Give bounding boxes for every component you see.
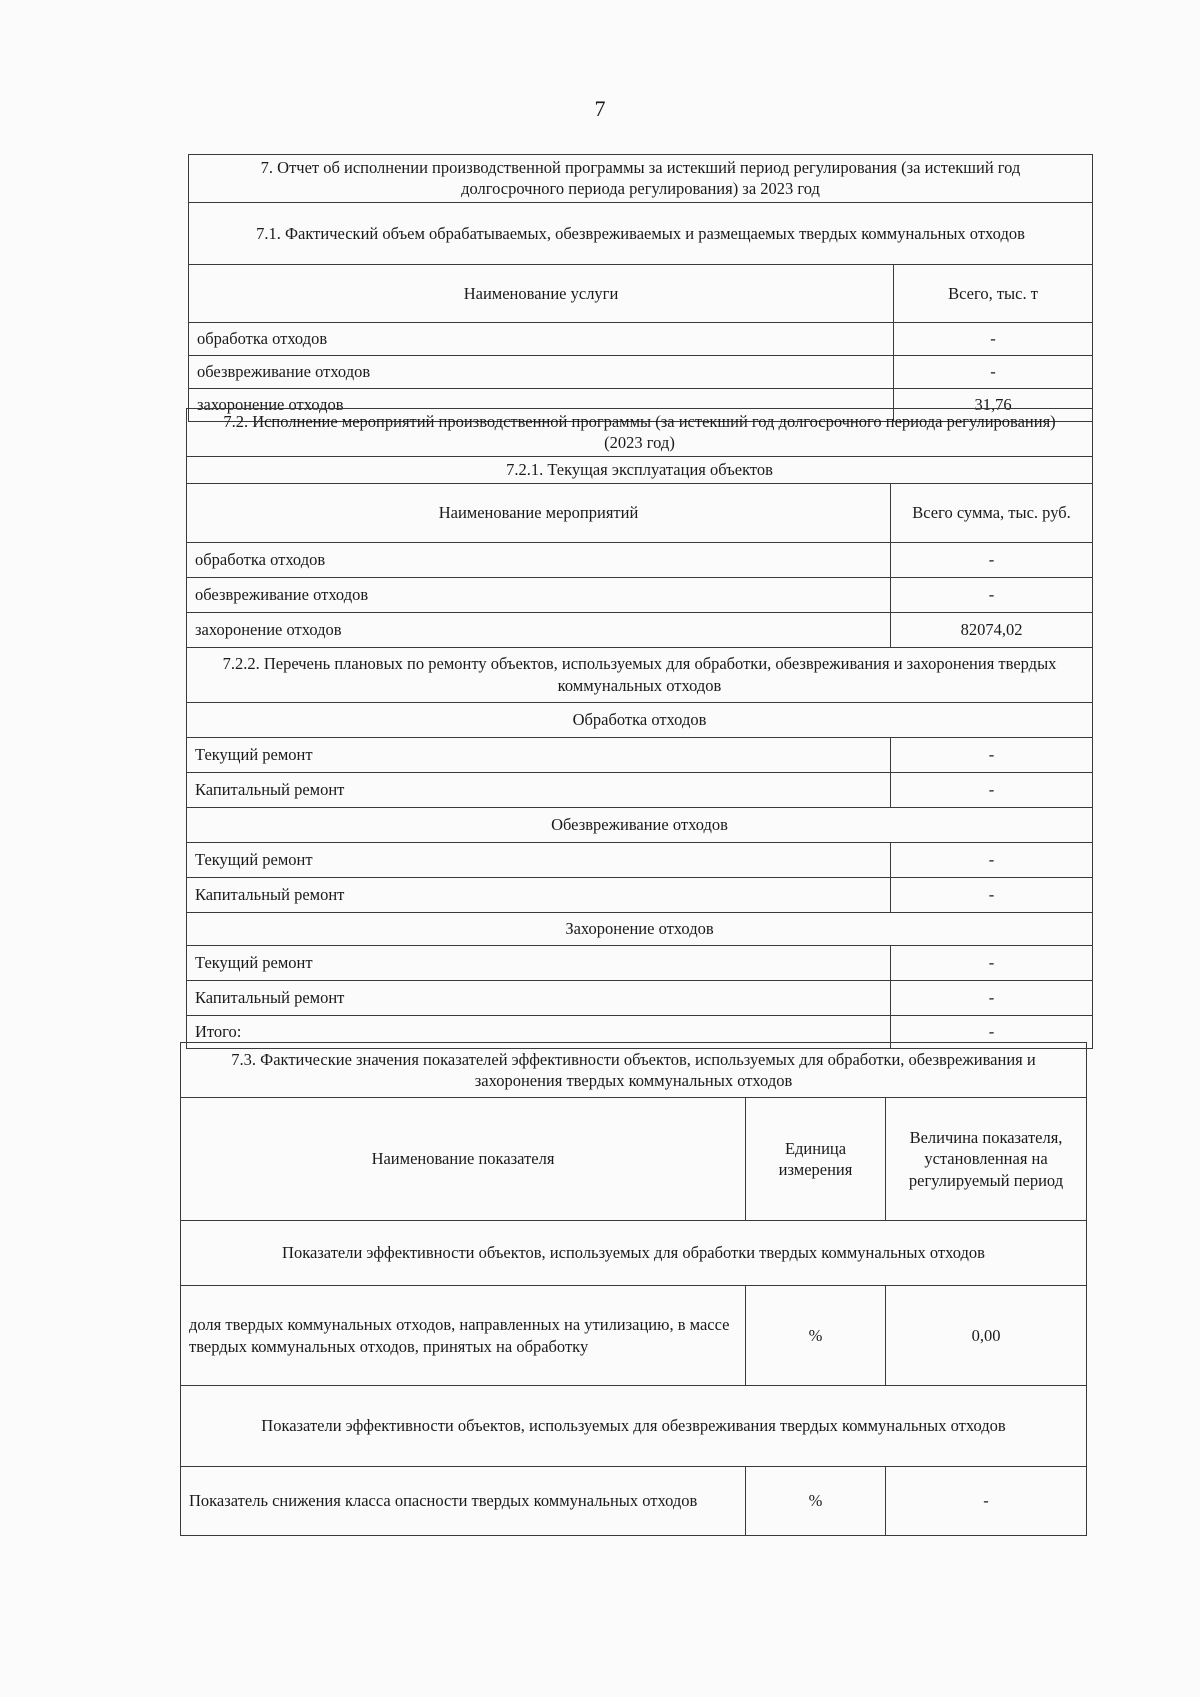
table-row: обезвреживание отходов -: [189, 355, 1093, 388]
col-service-name: Наименование услуги: [189, 264, 894, 322]
table-row: Текущий ремонт -: [187, 737, 1093, 772]
section-7-2-2-title: 7.2.2. Перечень плановых по ремонту объектов, используемых для обработки, обезвреживания и захоронения твердых коммунальных отходов: [187, 647, 1093, 702]
table-row: захоронение отходов 82074,02: [187, 612, 1093, 647]
section-7-3-title: 7.3. Фактические значения показателей эффективности объектов, используемых для обработки, обезвреживания и захоронения твердых коммунальных отходов: [181, 1043, 1087, 1098]
table-row: обработка отходов -: [189, 322, 1093, 355]
table-row: Капитальный ремонт -: [187, 772, 1093, 807]
total-row: Итого: -: [187, 1015, 1093, 1048]
group-title: Обезвреживание отходов: [187, 807, 1093, 842]
section-7-title: 7. Отчет об исполнении производственной программы за истекший период регулирования (за истекший год долгосрочного периода регулирования) за 2023 год: [189, 155, 1093, 203]
col-activity-name: Наименование мероприятий: [187, 483, 891, 542]
table-row: Капитальный ремонт -: [187, 877, 1093, 912]
table-row: Текущий ремонт -: [187, 842, 1093, 877]
table-7-1: [188, 154, 1092, 422]
group-title: Показатели эффективности объектов, используемых для обработки твердых коммунальных отходов: [181, 1221, 1087, 1286]
group-title: Захоронение отходов: [187, 912, 1093, 945]
group-title: Обработка отходов: [187, 702, 1093, 737]
table-row: обезвреживание отходов -: [187, 577, 1093, 612]
col-total-tons: Всего, тыс. т: [894, 264, 1093, 322]
section-7-2-title: 7.2. Исполнение мероприятий производственной программы (за истекший год долгосрочного периода регулирования) (2023 год): [187, 409, 1093, 457]
table-row: Капитальный ремонт -: [187, 980, 1093, 1015]
col-total-sum: Всего сумма, тыс. руб.: [891, 483, 1093, 542]
page-number: 7: [594, 96, 606, 121]
table-7-2: [186, 408, 1092, 1049]
table-row: Показатель снижения класса опасности твердых коммунальных отходов % -: [181, 1467, 1087, 1536]
col-indicator-value: Величина показателя, установленная на регулируемый период: [886, 1098, 1087, 1221]
table-row: захоронение отходов 31,76: [189, 388, 1093, 421]
table-7-3: [180, 1042, 1086, 1536]
table-row: обработка отходов -: [187, 542, 1093, 577]
section-7-2-1-title: 7.2.1. Текущая эксплуатация объектов: [187, 456, 1093, 483]
group-title: Показатели эффективности объектов, используемых для обезвреживания твердых коммунальных отходов: [181, 1386, 1087, 1467]
table-row: Текущий ремонт -: [187, 945, 1093, 980]
col-unit: Единица измерения: [746, 1098, 886, 1221]
col-indicator-name: Наименование показателя: [181, 1098, 746, 1221]
table-row: доля твердых коммунальных отходов, направленных на утилизацию, в массе твердых коммунальных отходов, принятых на обработку % 0,00: [181, 1286, 1087, 1386]
section-7-1-title: 7.1. Фактический объем обрабатываемых, обезвреживаемых и размещаемых твердых коммунальных отходов: [189, 202, 1093, 264]
